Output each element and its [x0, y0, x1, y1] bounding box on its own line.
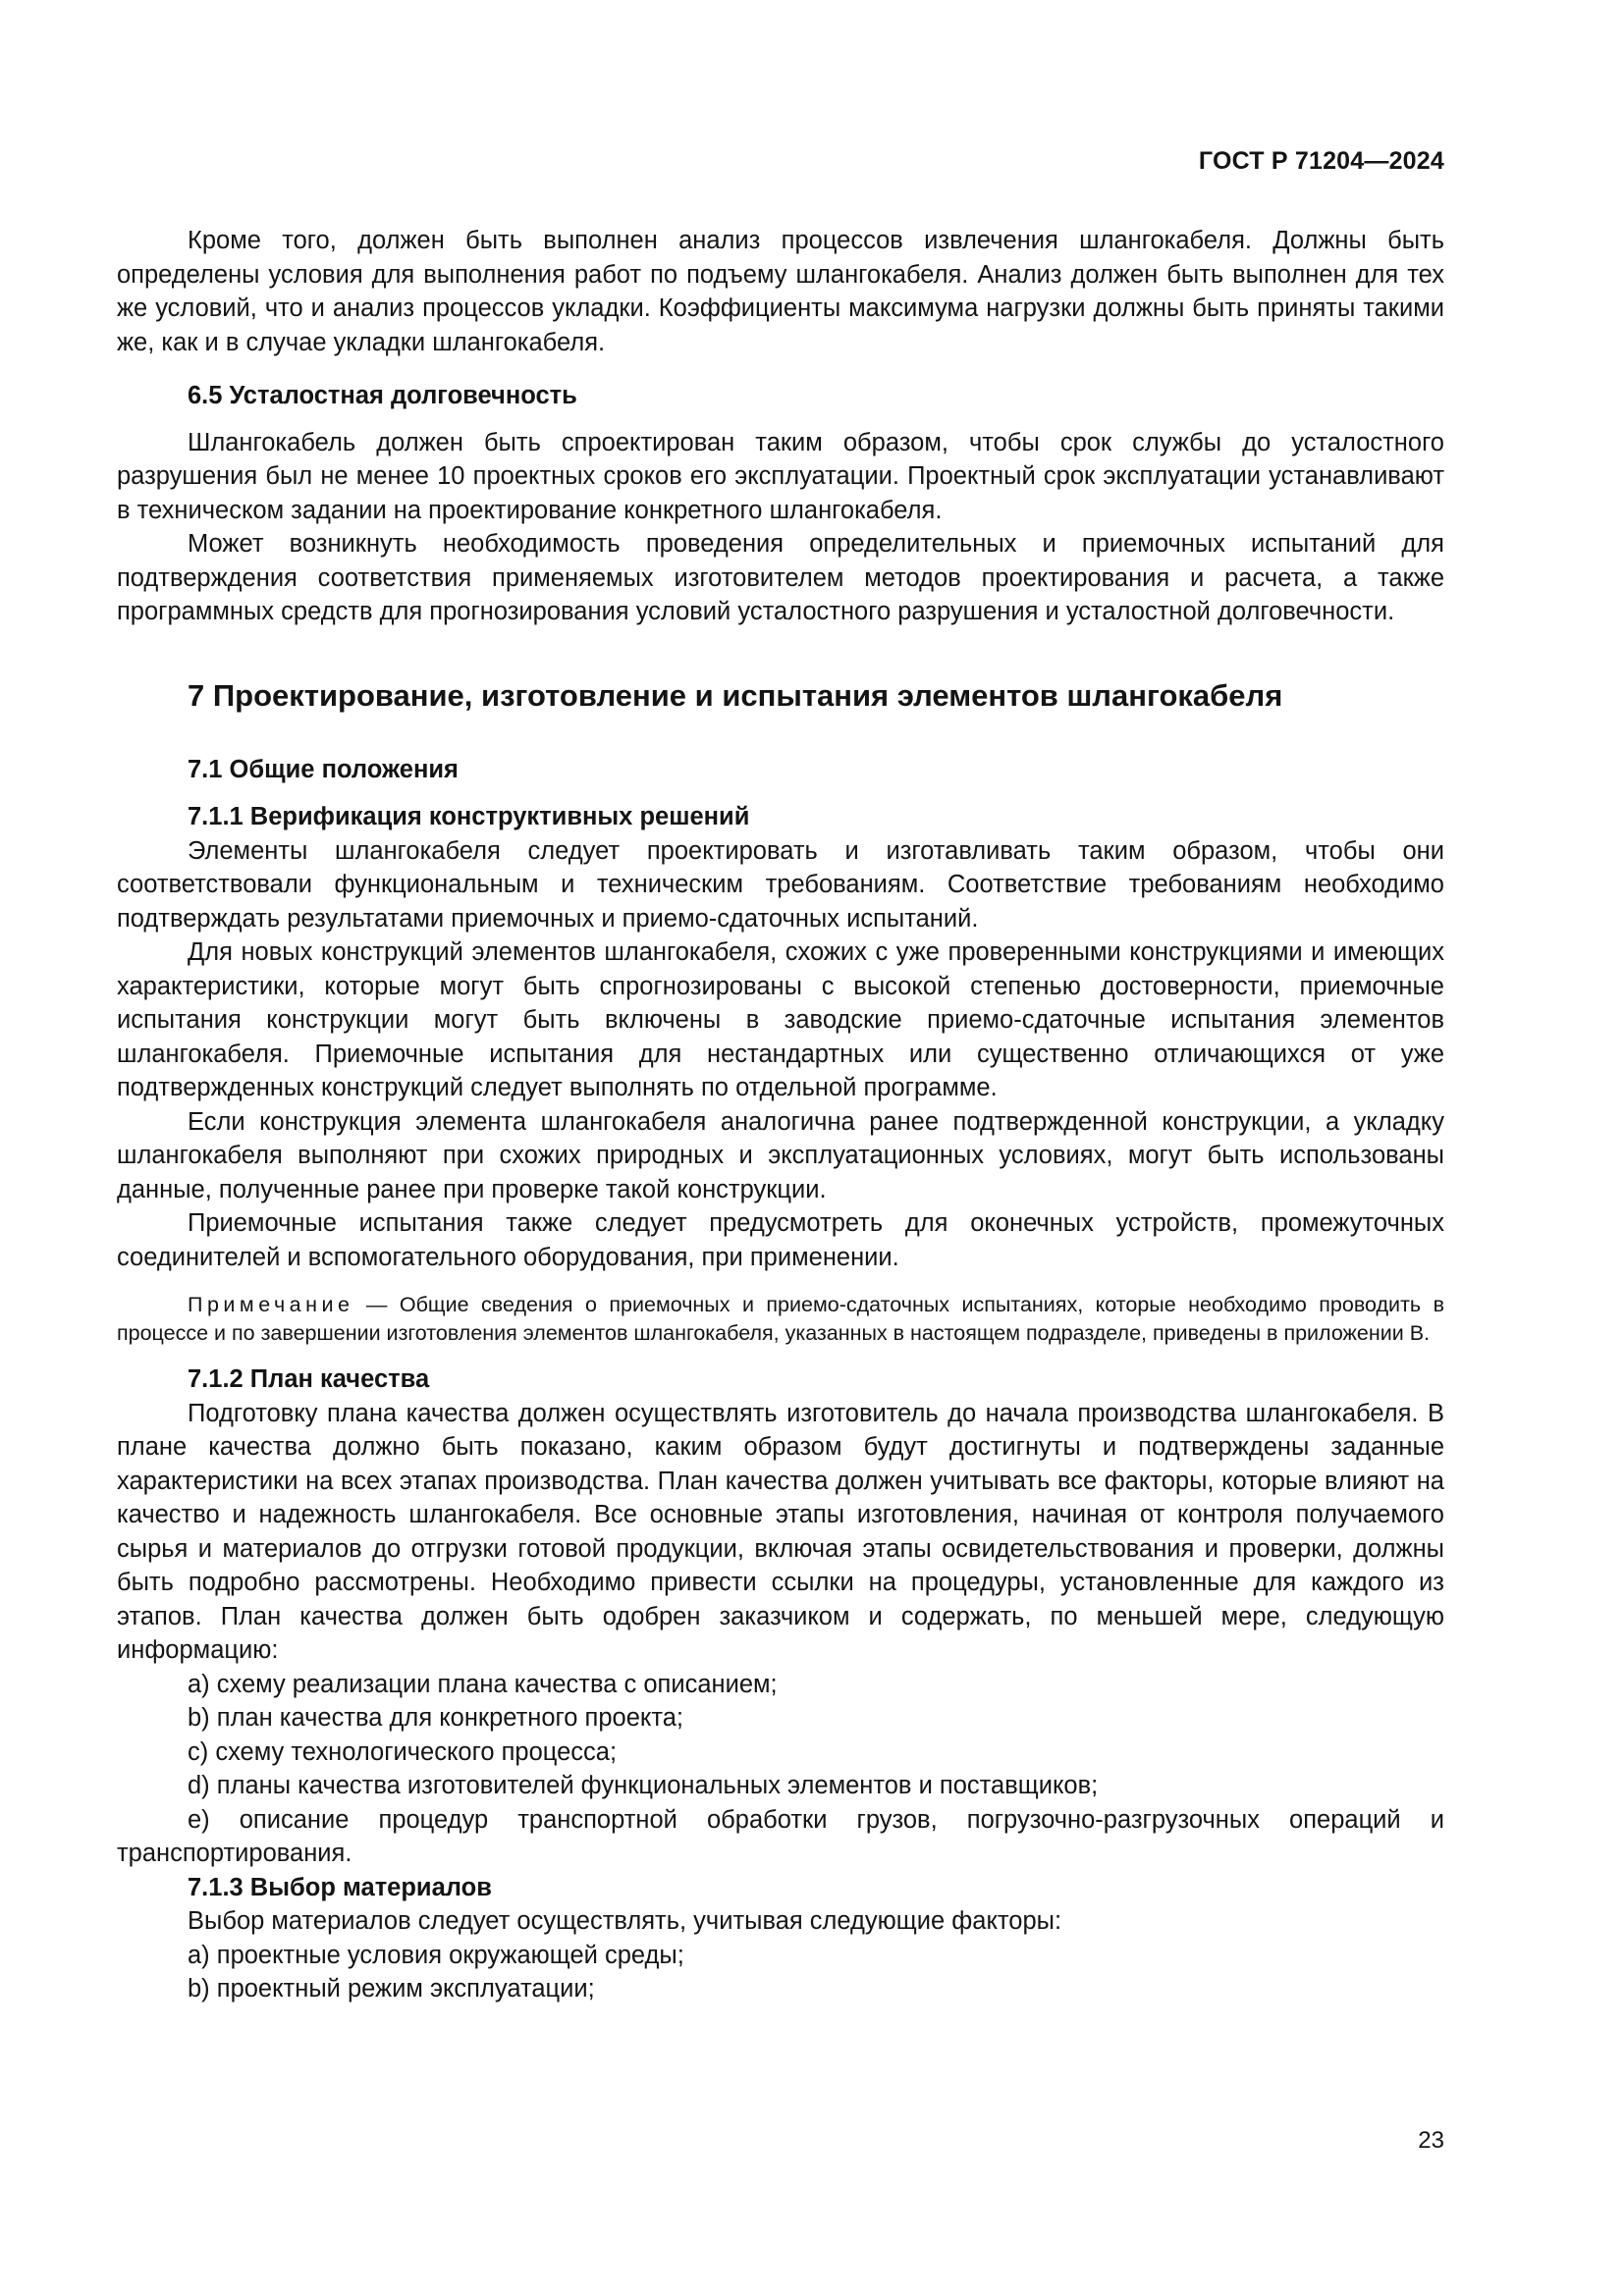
subsection-heading-6-5: 6.5 Усталостная долговечность: [188, 382, 577, 409]
document-body: [117, 224, 1444, 2006]
list-item: e) описание процедур транспортной обработки грузов, погрузочно-разгрузочных операций и транспортирования.: [117, 1805, 1444, 1867]
list-item: a) проектные условия окружающей среды;: [188, 1941, 684, 1969]
paragraph: Может возникнуть необходимость проведения определительных и приемочных испытаний для подтверждения соответствия применяемых изготовителем методов проектирования и расчета, а также программных средств для прогнозирования условий усталостного разрушения и усталостной долговечности.: [117, 530, 1444, 625]
note-label: Примечание: [188, 1293, 354, 1316]
list-item: c) схему технологического процесса;: [188, 1737, 618, 1766]
paragraph: Выбор материалов следует осуществлять, учитывая следующие факторы:: [188, 1907, 1062, 1935]
list-item: b) проектный режим эксплуатации;: [188, 1975, 595, 2002]
paragraph: Для новых конструкций элементов шлангокабеля, схожих с уже проверенными конструкциями и имеющих характеристики, которые могут быть спрогнозированы с высокой степенью достоверности, приемочные испытания конструкции могут быть включены в заводские приемо-сдаточные испытания элементов шлангокабеля. Приемочные испытания для нестандартных или существенно отличающихся от уже подтвержденных конструкций следует выполнять по отдельной программе.: [117, 938, 1444, 1101]
paragraph: Шлангокабель должен быть спроектирован таким образом, чтобы срок службы до усталостного разрушения был не менее 10 проектных сроков его эксплуатации. Проектный срок эксплуатации устанавливают в техническом задании на проектирование конкретного шлангокабеля.: [117, 428, 1444, 524]
paragraph: Подготовку плана качества должен осуществлять изготовитель до начала производства шлангокабеля. В плане качества должно быть показано, каким образом будут достигнуты и подтверждены заданные характеристики на всех этапах производства. План качества должен учитывать все факторы, которые влияют на качество и надежность шлангокабеля. Все основные этапы изготовления, начиная от контроля получаемого сырья и материалов до отгрузки готовой продукции, включая этапы освидетельствования и проверки, должны быть подробно рассмотрены. Необходимо привести ссылки на процедуры, установленные для каждого из этапов. План качества должен быть одобрен заказчиком и содержать, по меньшей мере, следующую информацию:: [117, 1399, 1444, 1664]
document-header: ГОСТ Р 71204—2024: [1198, 147, 1444, 175]
page-number: 23: [1418, 2127, 1444, 2154]
note: [117, 1291, 1444, 1347]
note-dash: —: [353, 1293, 400, 1316]
paragraph: Кроме того, должен быть выполнен анализ процессов извлечения шлангокабеля. Должны быть определены условия для выполнения работ по подъему шлангокабеля. Анализ должен быть выполнен для тех же условий, что и анализ процессов укладки. Коэффициенты максимума нагрузки должны быть приняты такими же, как и в случае укладки шлангокабеля.: [117, 227, 1444, 356]
list-item: d) планы качества изготовителей функциональных элементов и поставщиков;: [188, 1772, 1099, 1799]
subsection-heading-7-1: 7.1 Общие положения: [188, 755, 459, 783]
paragraph: Если конструкция элемента шлангокабеля аналогична ранее подтвержденной конструкции, а укладку шлангокабеля выполняют при схожих природных и эксплуатационных условиях, могут быть использованы данные, полученные ранее при проверке такой конструкции.: [117, 1107, 1444, 1203]
list-item: b) план качества для конкретного проекта;: [188, 1704, 683, 1732]
subsection-heading-7-1-1: 7.1.1 Верификация конструктивных решений: [188, 803, 750, 830]
subsection-heading-7-1-2: 7.1.2 План качества: [188, 1365, 430, 1393]
note-text: Общие сведения о приемочных и приемо-сдаточных испытаниях, которые необходимо проводить в процессе и по завершении изготовления элементов шлангокабеля, указанных в настоящем подразделе, приведены в приложении В.: [117, 1293, 1445, 1345]
subsection-heading-7-1-3: 7.1.3 Выбор материалов: [188, 1873, 492, 1901]
list-item: a) схему реализации плана качества с описанием;: [188, 1670, 778, 1698]
paragraph: Элементы шлангокабеля следует проектировать и изготавливать таким образом, чтобы они соответствовали функциональным и техническим требованиям. Соответствие требованиям необходимо подтверждать результатами приемочных и приемо-сдаточных испытаний.: [117, 836, 1444, 933]
paragraph: Приемочные испытания также следует предусмотреть для оконечных устройств, промежуточных соединителей и вспомогательного оборудования, при применении.: [117, 1209, 1444, 1271]
section-heading-7: 7 Проектирование, изготовление и испытания элементов шлангокабеля: [188, 677, 1283, 713]
document-page: [117, 0, 1444, 2296]
